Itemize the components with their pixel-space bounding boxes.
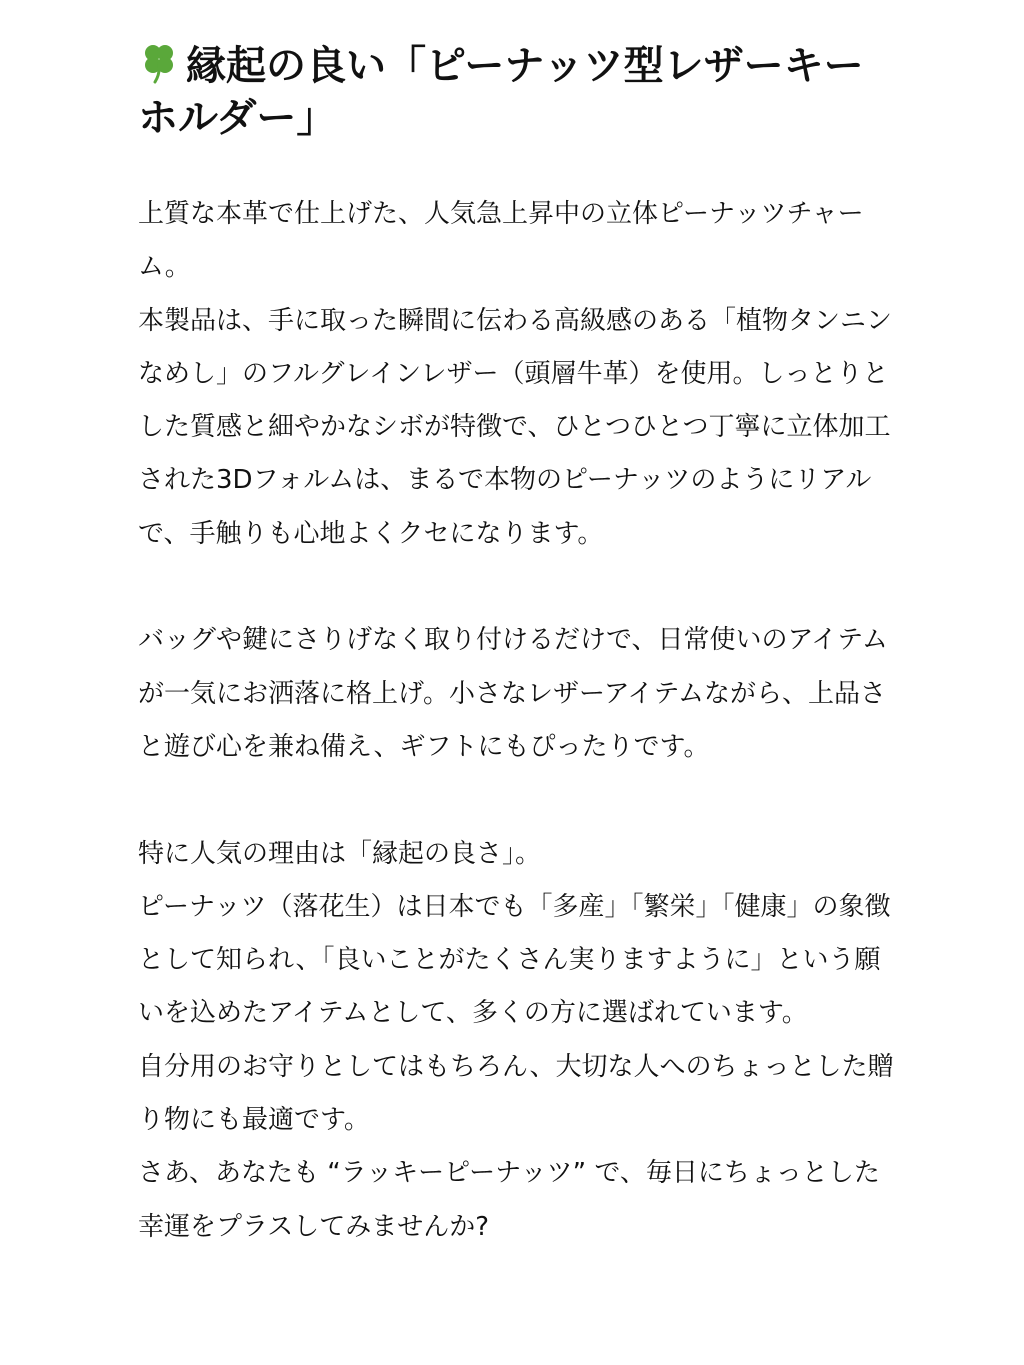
four-leaf-clover-icon [138, 40, 182, 84]
page-title-text: 縁起の良い「ピーナッツ型レザーキーホルダー」 [138, 43, 864, 141]
page-title [138, 40, 902, 144]
popularity-paragraph: 特に人気の理由は「縁起の良さ」。 [138, 838, 542, 869]
symbolism-paragraph: ピーナッツ（落花生）は日本でも「多産」「繁栄」「健康」の象徴として知られ、「良いことがたくさん実りますように」という願いを込めたアイテムとして、多くの方に選ばれています。 [138, 891, 891, 1029]
paragraph-gap [138, 561, 902, 614]
gift-paragraph: 自分用のお守りとしてはもちろん、大切な人へのちょっとした贈り物にも最適です。 [138, 1051, 894, 1136]
intro-paragraph: 上質な本革で仕上げた、人気急上昇中の立体ピーナッツチャーム。 [138, 199, 864, 283]
usage-paragraph: バッグや鍵にさりげなく取り付けるだけで、日常使いのアイテムが一気にお洒落に格上げ。小さなレザーアイテムながら、上品さと遊び心を兼ね備え、ギフトにもぴったりです。 [138, 625, 888, 762]
paragraph-gap [138, 774, 902, 827]
article-body [138, 188, 902, 1254]
material-paragraph: 本製品は、手に取った瞬間に伝わる高級感のある「植物タンニンなめし」のフルグレインレザー（頭層牛革）を使用。しっとりとした質感と細やかなシボが特徴で、ひとつひとつ丁寧に立体加工された3Dフォルムは、まるで本物のピーナッツのようにリアルで、手触りも心地よくクセになります。 [138, 305, 893, 549]
closing-paragraph: さあ、あなたも “ラッキーピーナッツ” で、毎日にちょっとした幸運をプラスしてみませんか? [138, 1158, 880, 1242]
